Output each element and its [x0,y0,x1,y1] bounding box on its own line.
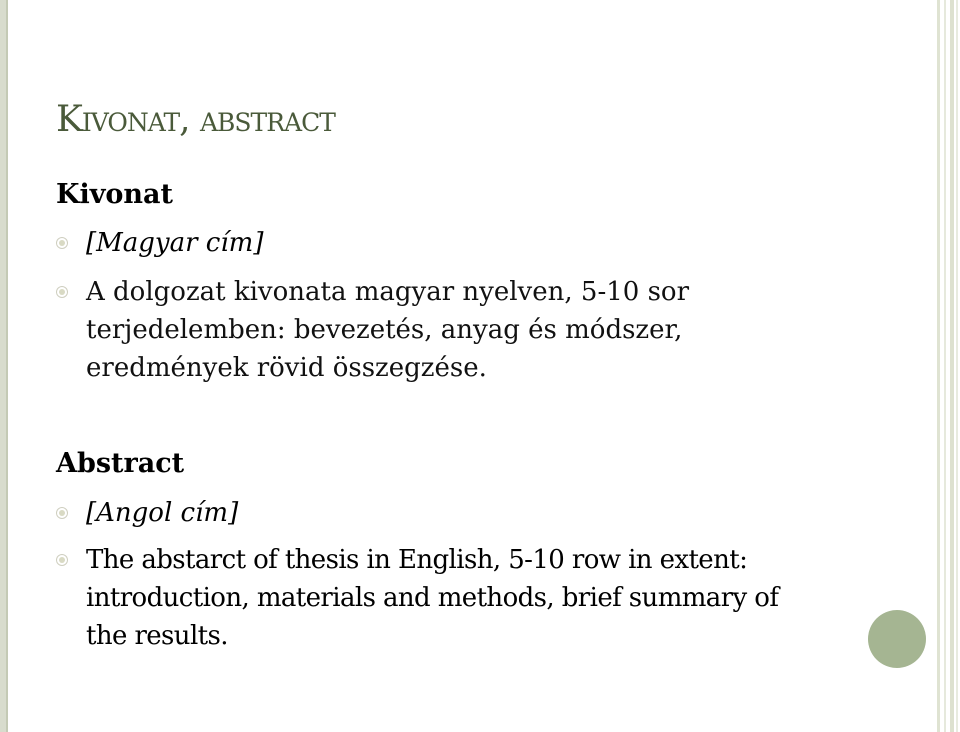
english-title-placeholder: [Angol cím] [86,498,239,528]
bullet-icon [57,287,67,297]
english-abstract-description: The abstarct of thesis in English, 5-10 row in extent: introduction, materials and methods, brief summary of the results. [86,545,779,651]
bullet-icon [57,555,67,565]
slide-title: Kivonat, abstract [56,99,335,140]
slide-left-border [0,0,8,732]
border-stripe [944,0,946,732]
bullet-icon [57,238,67,248]
slide-right-border [934,0,960,732]
section-heading-abstract: Abstract [56,448,185,479]
border-stripe [950,0,954,732]
border-stripe [956,0,958,732]
hungarian-title-placeholder: [Magyar cím] [86,228,264,258]
decorative-circle [868,610,926,668]
bullet-icon [57,508,67,518]
section-heading-kivonat: Kivonat [56,179,174,210]
hungarian-abstract-description: A dolgozat kivonata magyar nyelven, 5-10 sor terjedelemben: bevezetés, anyag és módszer, eredmények rövid összegzése. [86,277,690,383]
border-stripe [937,0,940,732]
